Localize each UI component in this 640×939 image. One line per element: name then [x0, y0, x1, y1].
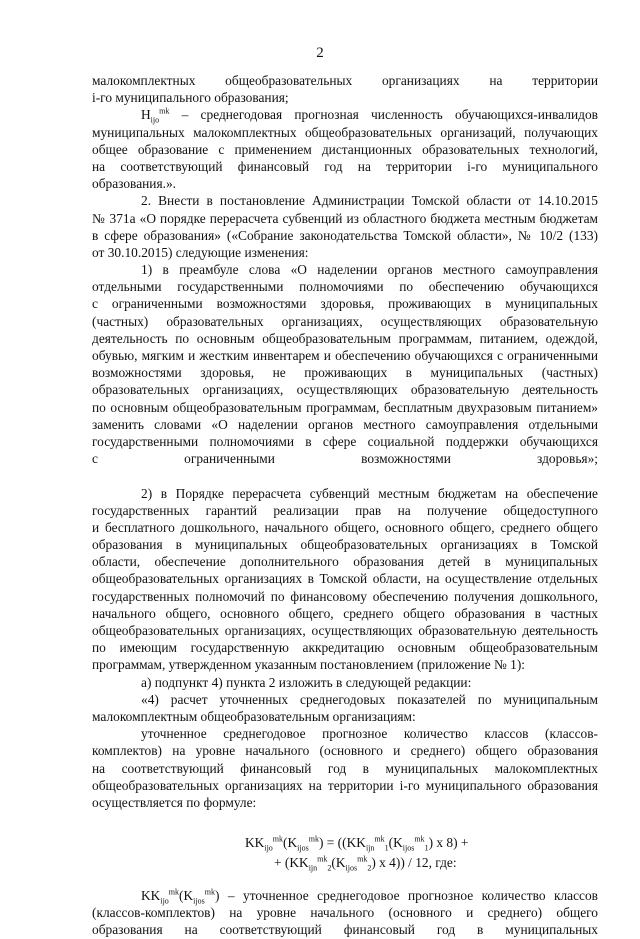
- text-line: комплектов) на уровне начального (основного и среднего) общего образования: [92, 743, 598, 759]
- text-line: № 371а «О порядке перерасчета субвенций из областного бюджета местным бюджетам: [92, 210, 598, 226]
- text-line: программам, утвержденном указанным постановлением (приложение № 1):: [92, 657, 526, 673]
- text-line: i-го муниципального образования;: [92, 90, 289, 106]
- text-line: 1) в преамбуле слова «О наделении органов местного самоуправления: [141, 262, 598, 278]
- text-line: [92, 467, 598, 484]
- text-line: на соответствующий финансовый год на территории i-го муниципального: [92, 158, 598, 174]
- text-line: муниципальных малокомплектных общеобразовательных организаций, получающих: [92, 124, 598, 140]
- text-line: на соответствующий финансовый год в муниципальных малокомплектных: [92, 760, 598, 776]
- text-line: государственных гарантий реализации прав на получение общедоступного: [92, 502, 598, 518]
- text-line: осуществляется по формуле:: [92, 794, 257, 810]
- text-line: (частных) образовательных организациях, осуществляющих образовательную: [92, 313, 598, 329]
- text-line: начального общего, основного общего, среднего общего образования в частных: [92, 605, 598, 621]
- text-line: в сфере образования» («Собрание законодательства Томской области», № 10/2 (133): [92, 227, 598, 243]
- text-line: заменить словами «О наделении органов местного самоуправления отдельными: [92, 416, 598, 432]
- formula-line: + ($KK_{ijn}^{mk}_2(K_{ijos}^{mk}_2)$ x 4)) / 12, где:: [274, 854, 457, 873]
- text-line: малокомплектных общеобразовательных организациях на территории: [92, 73, 598, 88]
- text-line: малокомплектным общеобразовательным организациям:: [92, 708, 416, 724]
- text-line: образования на соответствующий финансовый год в муниципальных: [92, 922, 598, 938]
- text-line: с ограниченными возможностями здоровья»;: [92, 451, 598, 467]
- text-line: а) подпункт 4) пункта 2 изложить в следующей редакции:: [141, 674, 472, 690]
- text-line: «4) расчет уточненных среднегодовых показателей по муниципальным: [141, 691, 598, 707]
- text-line: общее образование с применением дистанционных образовательных технологий,: [92, 141, 598, 157]
- text-line: уточненное среднегодовое прогнозное количество классов (классов-: [141, 726, 598, 742]
- text-line: общеобразовательных организациях в Томской области, на осуществление отдельных: [92, 571, 598, 587]
- text-line: 2. Внести в постановление Администрации Томской области от 14.10.2015: [141, 193, 598, 209]
- definition-line: $KK_{ijo}^{mk}(K_{ijos}^{mk})$ – уточненное среднегодовое прогнозное количество классов: [141, 887, 598, 906]
- definition-line: $H_{ijo}^{mk}$ – среднегодовая прогнозная численность обучающихся-инвалидов: [141, 106, 598, 126]
- text-line: образования в муниципальных общеобразовательных организациях в Томской: [92, 537, 598, 553]
- formula-line: $KK_{ijo}^{mk}(K_{ijos}^{mk}) = ((KK_{ijn}^{mk}_1(K_{ijos}^{mk}_1)$ x 8) +: [245, 834, 469, 853]
- document-body: [92, 72, 598, 939]
- text-line: по имеющим государственную аккредитацию основным общеобразовательным: [92, 640, 598, 656]
- text-line: общеобразовательных организациях на территории i-го муниципального образования: [92, 777, 598, 793]
- text-line: 2) в Порядке перерасчета субвенций местным бюджетам на обеспечение: [141, 485, 598, 501]
- text-line: общеобразовательных организациях, осуществляющих образовательную деятельность: [92, 623, 598, 638]
- text-line: образования.».: [92, 176, 177, 192]
- text-line: по основным общеобразовательным программам, бесплатным двухразовым питанием»: [92, 399, 598, 415]
- text-line: с ограниченными возможностями здоровья, проживающих в муниципальных: [92, 296, 598, 312]
- text-line: и бесплатного дошкольного, начального общего, основного общего, среднего общего: [92, 519, 598, 535]
- page-number: 2: [316, 45, 324, 61]
- text-line: области, обеспечение дополнительного образования детей в муниципальных: [92, 554, 598, 570]
- text-line: отдельными государственными полномочиями по обеспечению обучающихся: [92, 279, 598, 295]
- text-line: обувью, мягким и жестким инвентарем и обеспечению обучающихся с ограниченными: [92, 348, 598, 363]
- text-line: от 30.10.2015) следующие изменения:: [92, 244, 309, 260]
- text-line: деятельность по основным общеобразовательным программам, питанием, одеждой,: [92, 330, 598, 346]
- text-line: образовательных организациях, осуществляющих образовательную деятельность: [92, 382, 598, 398]
- text-line: (классов-комплектов) на уровне начального (основного и среднего) общего: [92, 905, 598, 921]
- text-line: возможностями здоровья, не проживающих в муниципальных (частных): [92, 365, 598, 381]
- text-line: государственными полномочиями в сфере социальной поддержки обучающихся: [92, 433, 598, 449]
- text-line: государственных полномочий по финансовому обеспечению получения дошкольного,: [92, 588, 598, 604]
